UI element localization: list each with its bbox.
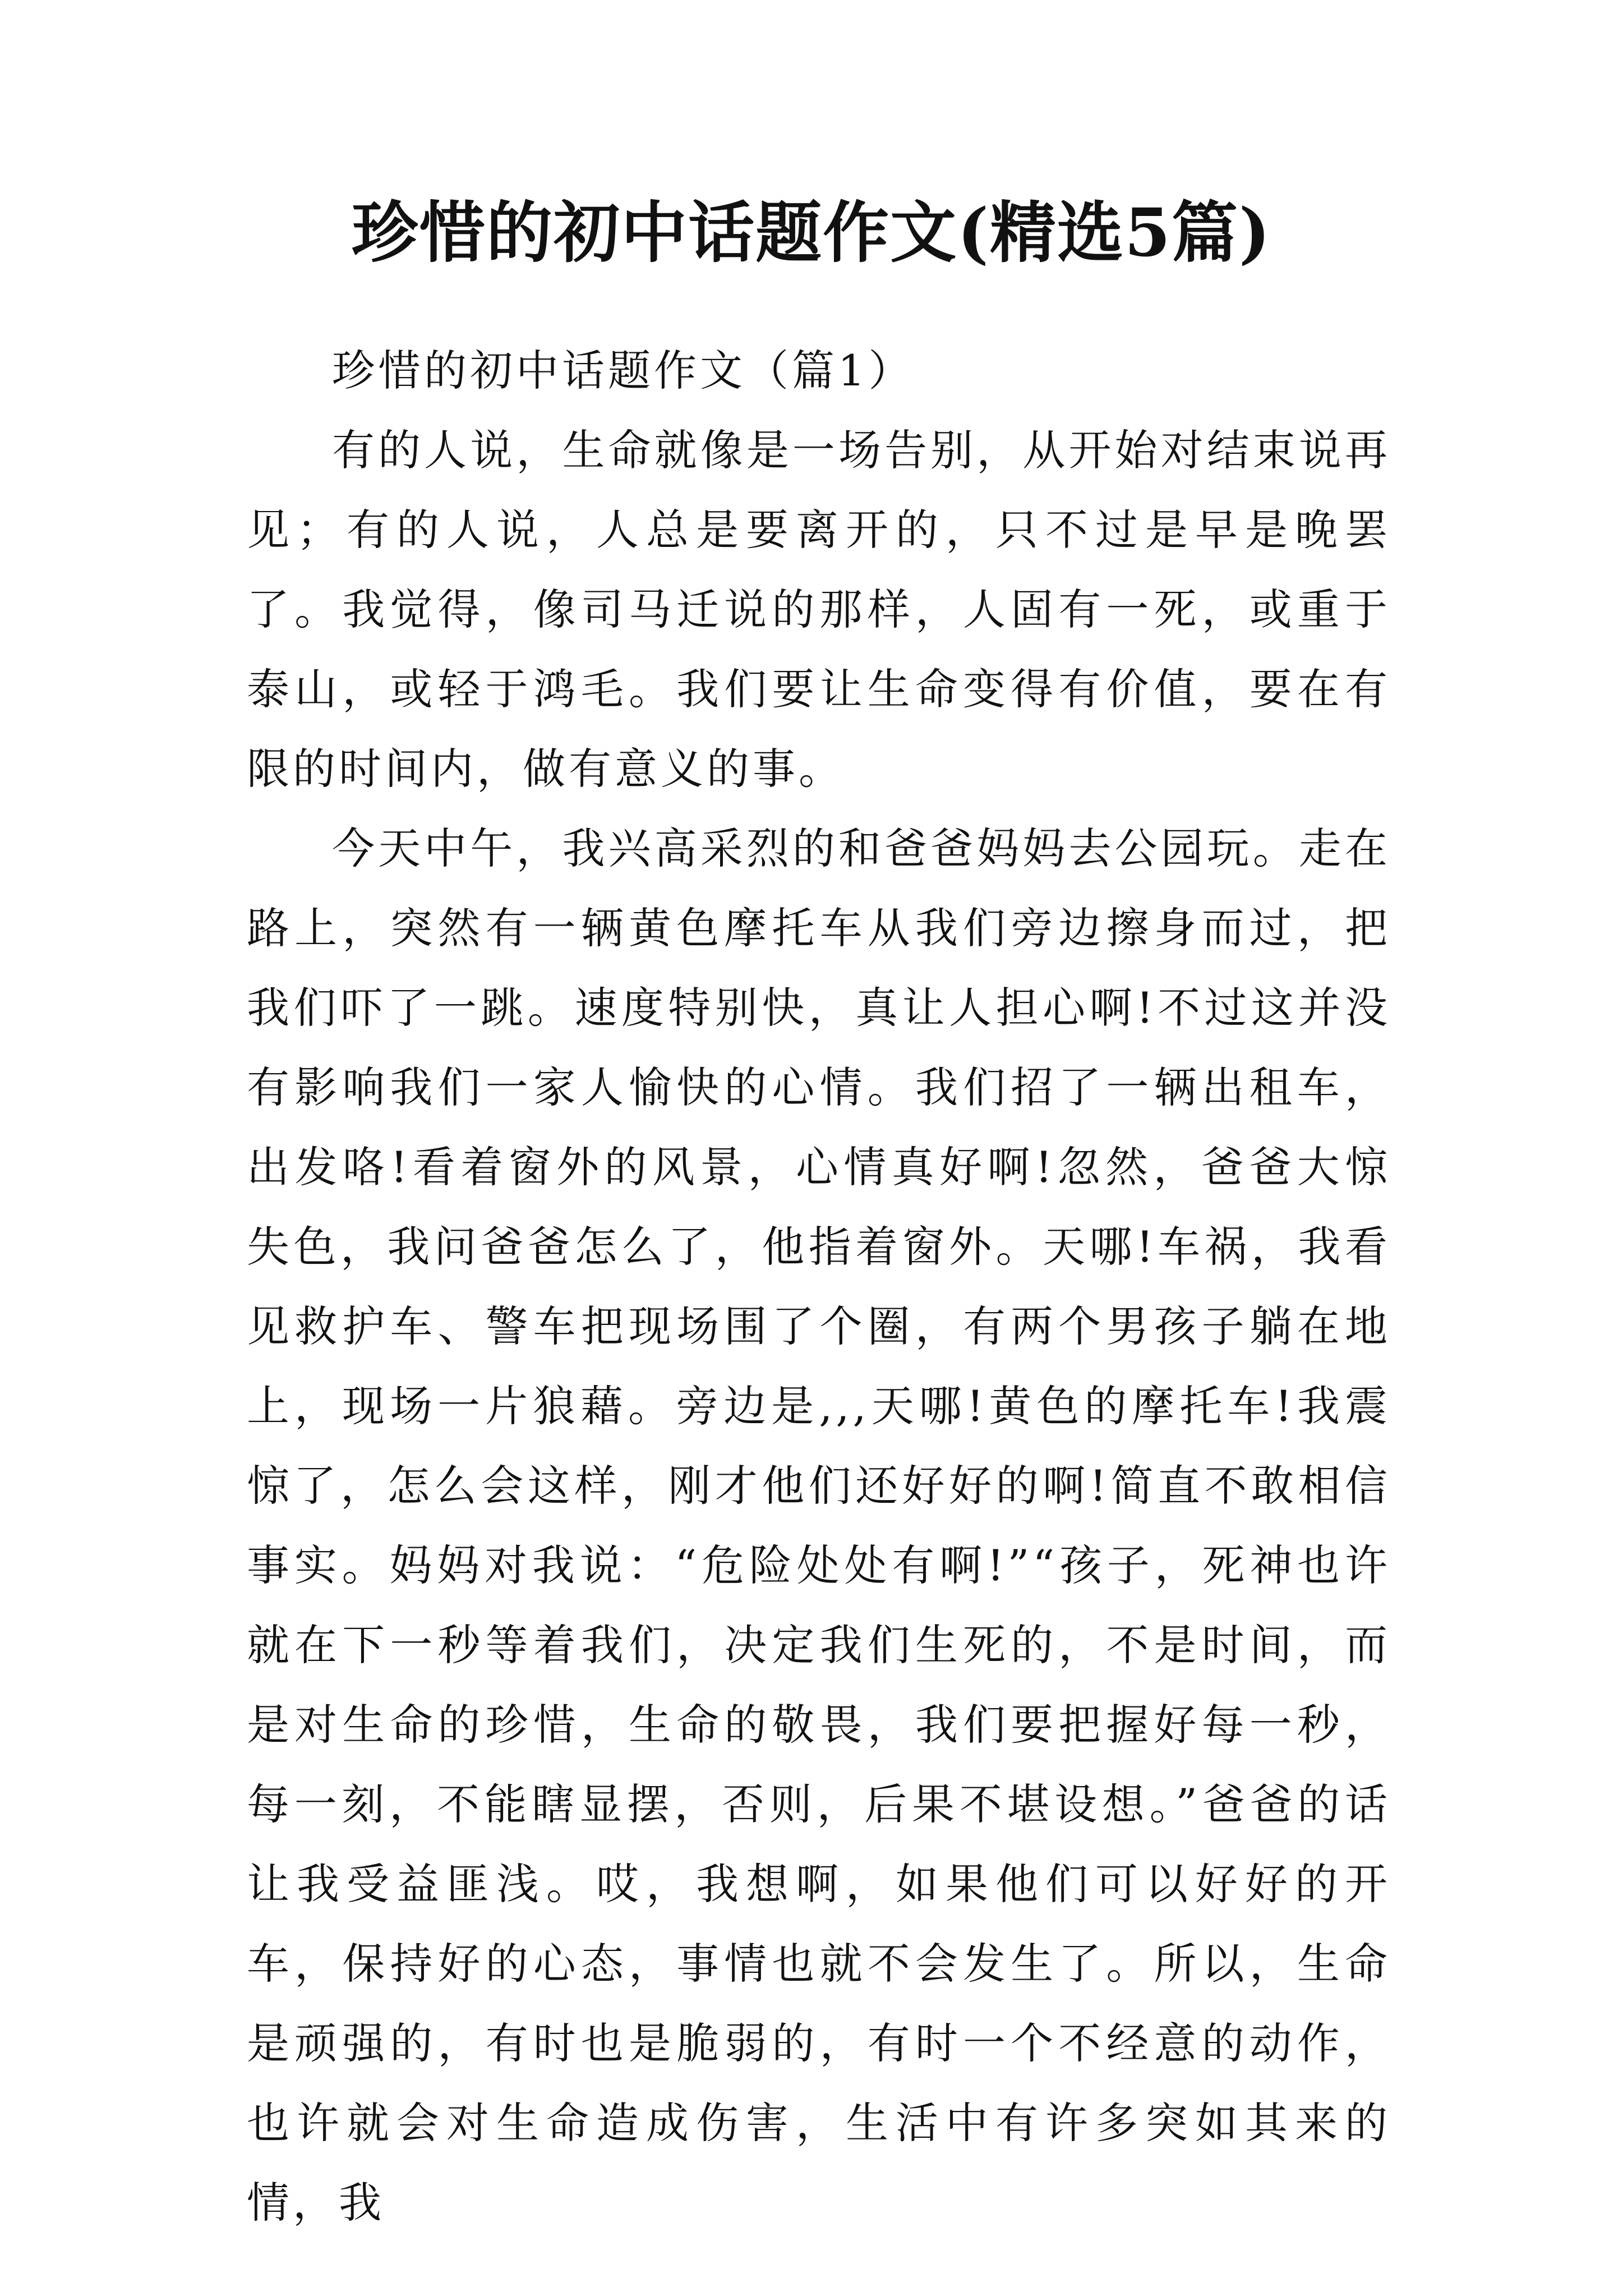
paragraph-2: 今天中午，我兴高采烈的和爸爸妈妈去公园玩。走在路上，突然有一辆黄色摩托车从我们旁边擦身而过，把我们吓了一跳。速度特别快，真让人担心啊!不过这并没有影响我们一家人愉快的心情。我们招了一辆出租车，出发咯!看着窗外的风景，心情真好啊!忽然，爸爸大惊失色，我问爸爸怎么了，他指着窗外。天哪!车祸，我看见救护车、警车把现场围了个圈，有两个男孩子躺在地上，现场一片狼藉。旁边是,,,天哪!黄色的摩托车!我震惊了，怎么会这样，刚才他们还好好的啊!简直不敢相信事实。妈妈对我说：“危险处处有啊!”“孩子，死神也许就在下一秒等着我们，决定我们生死的，不是时间，而是对生命的珍惜，生命的敬畏，我们要把握好每一秒，每一刻，不能瞎显摆，否则，后果不堪设想。”爸爸的话让我受益匪浅。哎，我想啊，如果他们可以好好的开车，保持好的心态，事情也就不会发生了。所以，生命是顽强的，有时也是脆弱的，有时一个不经意的动作，也许就会对生命造成伤害，生活中有许多突如其来的情，我 <box>247 823 1391 2228</box>
document-title: 珍惜的初中话题作文(精选5篇) <box>352 194 1271 272</box>
document-body <box>247 331 1391 2243</box>
paragraph-1: 有的人说，生命就像是一场告别，从开始对结束说再见；有的人说，人总是要离开的，只不过是早是晚罢了。我觉得，像司马迁说的那样，人固有一死，或重于泰山，或轻于鸿毛。我们要让生命变得有价值，要在有限的时间内，做有意义的事。 <box>247 425 1391 794</box>
section-heading: 珍惜的初中话题作文（篇1） <box>332 346 915 395</box>
